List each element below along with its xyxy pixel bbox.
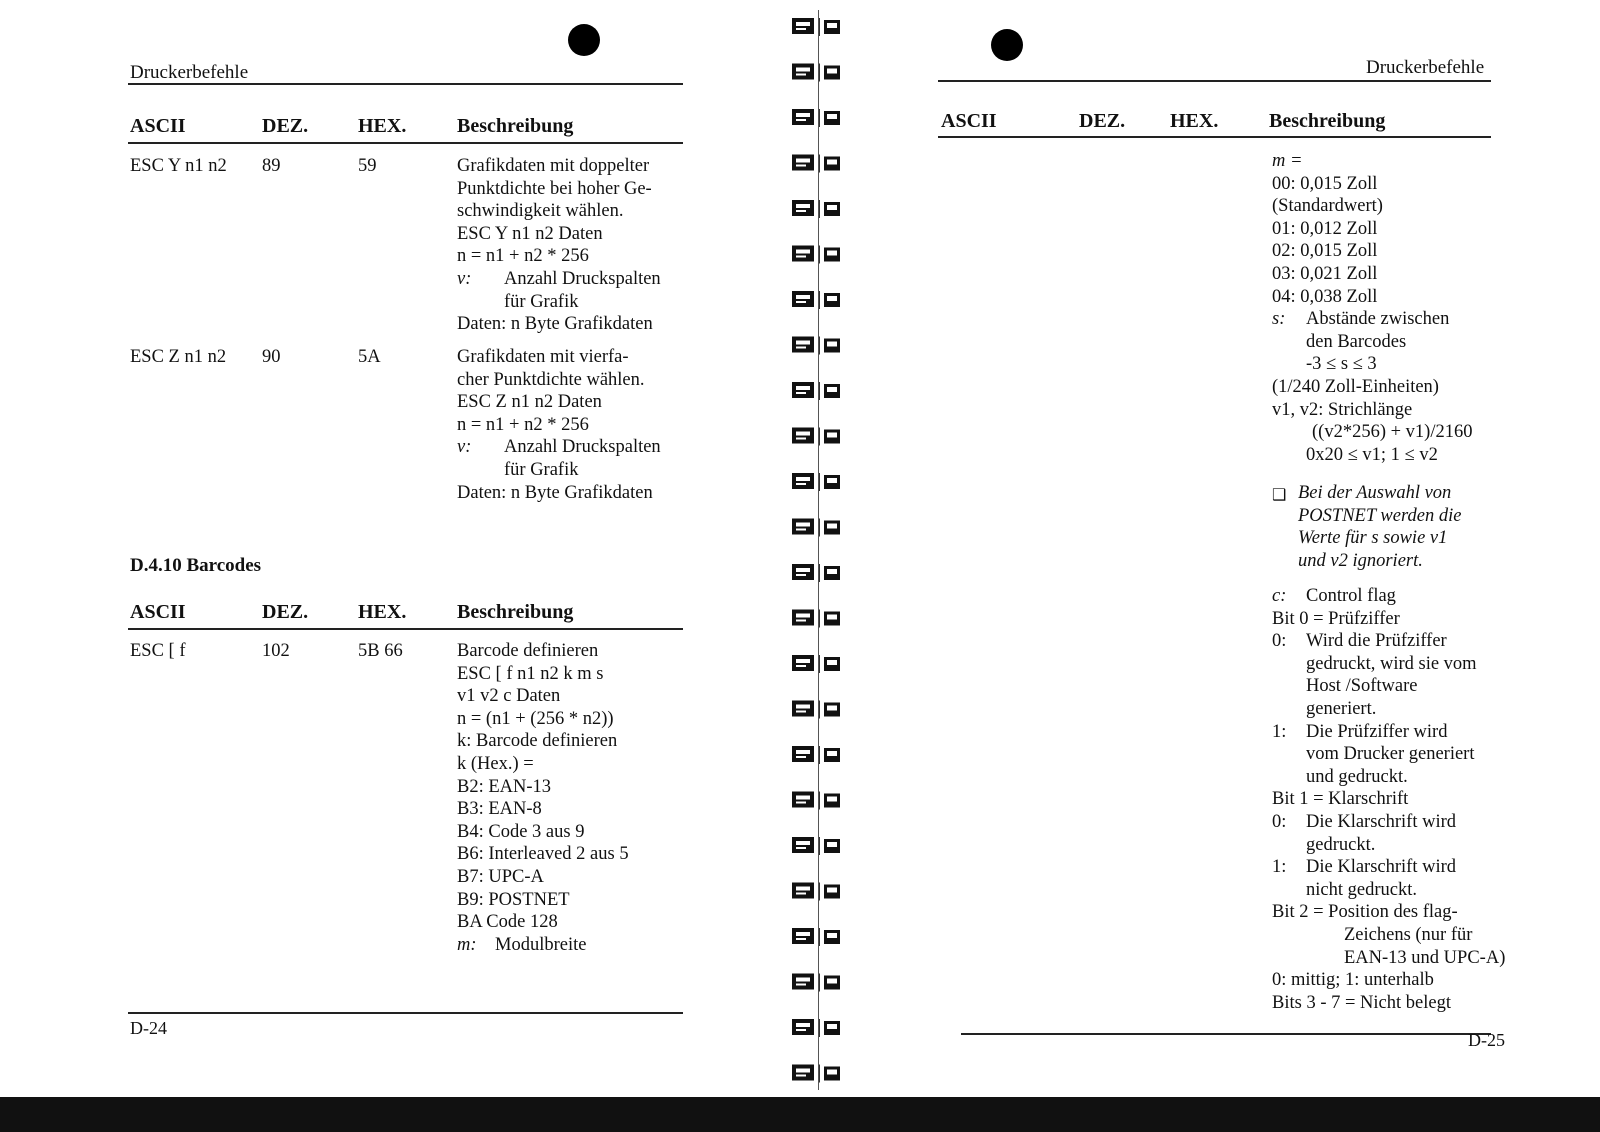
- cell-description: Grafikdaten mit doppelter Punktdichte bei hoher Ge- schwindigkeit wählen. ESC Y n1 n2 Daten n = n1 + n2 * 256 v: Anzahl Druckspalten für Grafik Daten: n Byte Grafikdaten: [457, 156, 661, 335]
- checkbox-icon: ❑: [1272, 487, 1287, 504]
- page-number-right: D-25: [1468, 1030, 1505, 1050]
- scan-bottom-edge: [0, 1097, 1600, 1132]
- col-header-beschreibung: Beschreibung: [457, 115, 574, 137]
- binder-hole: [568, 24, 600, 56]
- running-head-right: Druckerbefehle: [1366, 57, 1485, 78]
- binder-hole: [991, 29, 1023, 61]
- page-number-left: D-24: [130, 1018, 167, 1038]
- col-header-ascii: ASCII: [130, 601, 186, 623]
- cell-ascii: ESC Y n1 n2: [130, 156, 227, 176]
- table-header-rule: [128, 628, 683, 630]
- cell-ascii: ESC [ f: [130, 641, 186, 661]
- cell-hex: 5B 66: [358, 641, 403, 661]
- table-header-rule: [128, 142, 683, 144]
- footer-rule-left: [128, 1012, 683, 1014]
- cell-hex: 59: [358, 156, 377, 176]
- cell-dez: 102: [262, 641, 290, 661]
- col-header-hex: HEX.: [1170, 110, 1219, 132]
- cell-hex: 5A: [358, 347, 381, 367]
- header-rule-right: [938, 80, 1491, 82]
- footer-rule-right: [961, 1033, 1491, 1035]
- cell-description: m = 00: 0,015 Zoll (Standardwert) 01: 0,012 Zoll 02: 0,015 Zoll 03: 0,021 Zoll 04: 0,038 Zoll s: Abstände zwischen den Barcodes -3 ≤ s ≤ 3 (1/240 Zoll-Einheiten) v1, v2: Strichlänge ((v2*256) + v1)/2160 0x20 ≤ v1; 1 ≤ v2: [1272, 151, 1473, 465]
- cell-dez: 90: [262, 347, 281, 367]
- col-header-beschreibung: Beschreibung: [1269, 110, 1386, 132]
- col-header-hex: HEX.: [358, 115, 407, 137]
- cell-description: Barcode definieren ESC [ f n1 n2 k m s v1 v2 c Daten n = (n1 + (256 * n2)) k: Barcode definieren k (Hex.) = B2: EAN-13 B3: EAN-8 B4: Code 3 aus 9 B6: Interleaved 2 aus 5 B7: UPC-A B9: POSTNET BA Code 128 m: Modulbreite: [457, 641, 629, 955]
- section-title: D.4.10 Barcodes: [130, 555, 262, 576]
- running-head-left: Druckerbefehle: [130, 62, 249, 83]
- col-header-dez: DEZ.: [262, 115, 309, 137]
- col-header-ascii: ASCII: [941, 110, 997, 132]
- col-header-hex: HEX.: [358, 601, 407, 623]
- col-header-beschreibung: Beschreibung: [457, 601, 574, 623]
- note-text: Bei der Auswahl von POSTNET werden die Werte für s sowie v1 und v2 ignoriert.: [1298, 483, 1462, 571]
- spiral-binding: [790, 10, 860, 1095]
- col-header-dez: DEZ.: [262, 601, 309, 623]
- header-rule-left: [128, 83, 683, 85]
- cell-ascii: ESC Z n1 n2: [130, 347, 227, 367]
- cell-description: Grafikdaten mit vierfa- cher Punktdichte wählen. ESC Z n1 n2 Daten n = n1 + n2 * 256 v: Anzahl Druckspalten für Grafik Daten: n Byte Grafikdaten: [457, 347, 661, 503]
- table-header-rule: [938, 136, 1491, 138]
- cell-dez: 89: [262, 156, 281, 176]
- col-header-ascii: ASCII: [130, 115, 186, 137]
- col-header-dez: DEZ.: [1079, 110, 1126, 132]
- cell-description-continued: c: Control flag Bit 0 = Prüfziffer 0: Wird die Prüfziffer gedruckt, wird sie vom Host /Software generiert. 1: Die Prüfziffer wird vom Drucker generiert und gedruckt. Bit 1 = Klarschrift 0: Die Klarschrift wird gedruckt. 1: Die Klarschrift wird nicht gedruckt. Bit 2 = Position des flag- Zeichens (nur für EAN-13 und UPC-A) 0: mittig; 1: unterhalb Bits 3 - 7 = Nicht belegt: [1272, 586, 1506, 1013]
